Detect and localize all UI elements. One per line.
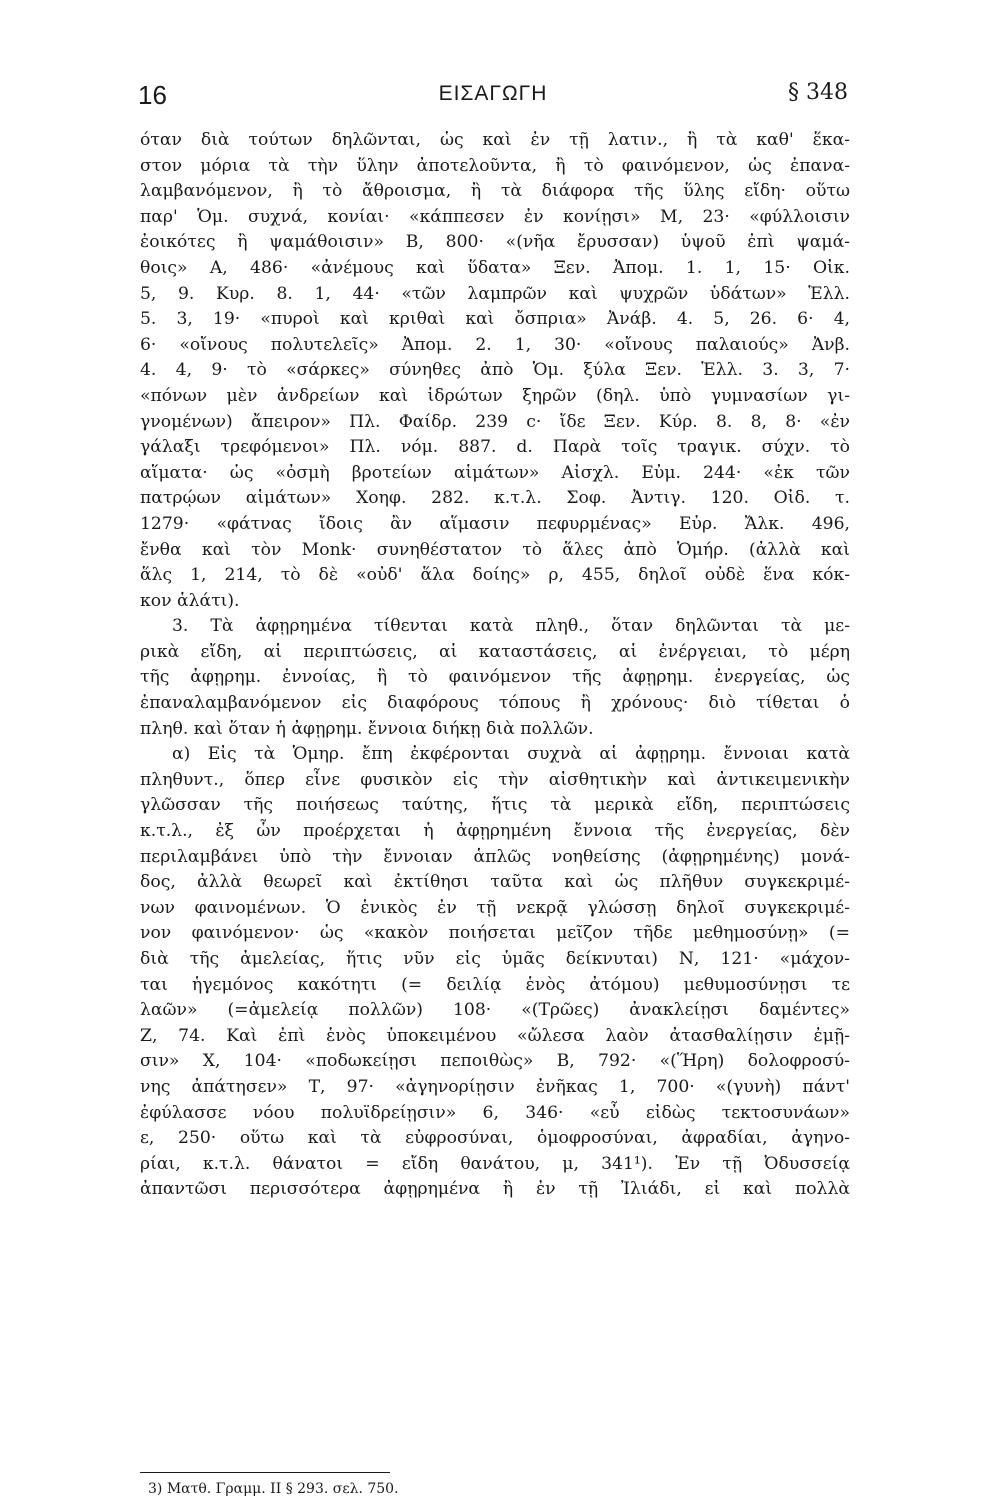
text-line: γνομένων) ἄπειρον» Πλ. Φαίδρ. 239 c· ἴδε Ξεν. Κύρ. 8. 8, 8· «ἐν [140, 411, 850, 432]
text-line: στον μόρια τὰ τὴν ὕλην ἀποτελοῦντα, ἢ τὸ φαινόμενον, ὡς ἐπανα- [140, 155, 850, 176]
text-line: λαῶν» (=ἀμελείᾳ πολλῶν) 108· «(Τρῶες) ἀνακλείῃσι δαμέντες» [140, 1000, 850, 1021]
page-number: 16 [138, 80, 167, 110]
text-line: λαμβανόμενον, ἢ τὸ ἄθροισμα, ἢ τὰ διάφορα τῆς ὕλης εἴδη· οὕτω [140, 181, 850, 202]
text-line: σιν» Χ, 104· «ποδωκείῃσι πεποιθὼς» Β, 792· «(Ἥρη) δολοφροσύ- [140, 1051, 850, 1072]
text-line: Ζ, 74. Καὶ ἐπὶ ἑνὸς ὑποκειμένου «ὤλεσα λαὸν ἀτασθαλίῃσιν ἐμῇ- [140, 1025, 850, 1046]
text-line: τῆς ἀφῃρημ. ἐννοίας, ἢ τὸ φαινόμενον τῆς ἀφῃρημ. ἐνεργείας, ὡς [140, 667, 850, 688]
text-line: γάλαξι τρεφόμενοι» Πλ. νόμ. 887. d. Παρὰ τοῖς τραγικ. σύχν. τὸ [140, 437, 850, 458]
text-line: παρ' Ὁμ. συχνά, κονίαι· «κάππεσεν ἐν κονίῃσι» Μ, 23· «φύλλοισιν [140, 206, 850, 227]
text-line: δος, ἀλλὰ θεωρεῖ καὶ ἐκτίθησι ταῦτα καὶ ὡς πλῆθυν συγκεκριμέ- [140, 872, 850, 893]
page-header [138, 80, 848, 120]
text-line: κ.τ.λ., ἐξ ὧν προέρχεται ἡ ἀφῃρημένη ἔννοια τῆς ἐνεργείας, δὲν [140, 821, 850, 842]
text-line: νων φαινομένων. Ὁ ἑνικὸς ἐν τῇ νεκρᾷ γλώσσῃ δηλοῖ συγκεκριμέ- [140, 897, 850, 918]
text-line: νον φαινόμενον· ὡς «κακὸν ποιήσεται μεῖζον τῆδε μεθημοσύνῃ» (= [140, 923, 850, 944]
text-line: ἐφύλασσε νόου πολυϊδρείῃσιν» 6, 346· «εὖ εἰδὼς τεκτοσυνάων» [140, 1102, 850, 1123]
text-line: όταν διὰ τούτων δηλῶνται, ὡς καὶ ἐν τῇ λατιν., ἢ τὰ καθ' ἕκα- [140, 130, 850, 150]
text-line: 5. 3, 19· «πυροὶ καὶ κριθαὶ καὶ ὄσπρια» Ἀνάβ. 4. 5, 26. 6· 4, [140, 309, 850, 330]
text-line: αἵματα· ὡς «ὀσμὴ βροτείων αἱμάτων» Αἰσχλ. Εὐμ. 244· «ἐκ τῶν [140, 462, 850, 483]
text-line: ἀπαντῶσι περισσότερα ἀφῃρημένα ἢ ἐν τῇ Ἰλιάδι, εἰ καὶ πολλὰ [140, 1179, 850, 1200]
text-line: πατρῴων αἱμάτων» Χοηφ. 282. κ.τ.λ. Σοφ. Ἀντιγ. 120. Οἰδ. τ. [140, 488, 850, 509]
main-text [140, 128, 850, 1203]
text-line: 3. Τὰ ἀφῃρημένα τίθενται κατὰ πληθ., ὅταν δηλῶνται τὰ με- [172, 616, 850, 637]
text-line: 5, 9. Κυρ. 8. 1, 44· «τῶν λαμπρῶν καὶ ψυχρῶν ὑδάτων» Ἑλλ. [140, 283, 850, 304]
text-line: ρίαι, κ.τ.λ. θάνατοι = εἴδη θανάτου, μ, 341¹). Ἐν τῇ Ὀδυσσείᾳ [140, 1153, 850, 1174]
text-line: περιλαμβάνει ὑπὸ τὴν ἔννοιαν ἁπλῶς νοηθείσης (ἀφῃρημένης) μονά- [140, 846, 850, 867]
text-line: ἐοικότες ἢ ψαμάθοισιν» Β, 800· «(νῆα ἔρυσσαν) ὑψοῦ ἐπὶ ψαμά- [140, 232, 850, 253]
text-line: 6· «οἴνους πολυτελεῖς» Ἀπομ. 2. 1, 30· «οἴνους παλαιούς» Ἀνβ. [140, 334, 850, 355]
text-line: ρικὰ εἴδη, αἱ περιπτώσεις, αἱ καταστάσεις, αἱ ἐνέργειαι, τὸ μέρη [140, 641, 850, 662]
text-line: διὰ τῆς ἀμελείας, ἥτις νῦν εἰς ὑμᾶς δείκνυται) Ν, 121· «μάχον- [140, 949, 850, 969]
text-line: ἐπαναλαμβανόμενον εἰς διαφόρους τόπους ἢ χρόνους· διὸ τίθεται ὁ [140, 693, 850, 714]
text-line: α) Εἰς τὰ Ὁμηρ. ἔπη ἐκφέρονται συχνὰ αἱ ἀφῃρημ. ἔννοιαι κατὰ [172, 744, 850, 765]
text-line: ε, 250· οὕτω καὶ τὰ εὐφροσύναι, ὁμοφροσύναι, ἀφραδίαι, ἀγηνο- [140, 1128, 850, 1149]
text-line: ἅλς 1, 214, τὸ δὲ «οὐδ' ἅλα δοίης» ρ, 455, δηλοῖ οὐδὲ ἕνα κόκ- [140, 565, 850, 586]
running-title: ΕΙΣΑΓΩΓΗ [438, 82, 548, 105]
text-line: πληθ. καὶ ὅταν ἡ ἀφῃρημ. ἔννοια διήκῃ διὰ πολλῶν. [140, 718, 594, 739]
text-line: κον ἁλάτι). [140, 590, 240, 611]
text-line: πληθυντ., ὅπερ εἶνε φυσικὸν εἰς τὴν αἰσθητικὴν καὶ ἀντικειμενικὴν [140, 769, 850, 790]
text-line: «πόνων μὲν ἀνδρείων καὶ ἱδρώτων ξηρῶν (δηλ. ὑπὸ γυμνασίων γι- [140, 385, 850, 406]
text-line: ται ἡγεμόνος κακότητι (= δειλίᾳ ἑνὸς ἀτόμου) μεθυμοσύνῃσι τε [140, 974, 850, 995]
text-line: θοις» Α, 486· «ἀνέμους καὶ ὕδατα» Ξεν. Ἀπομ. 1. 1, 15· Οἰκ. [140, 257, 850, 278]
text-line: νης ἀπάτησεν» Τ, 97· «ἀγηνορίῃσιν ἐνῆκας 1, 700· «(γυνὴ) πάντ' [140, 1076, 850, 1097]
text-line: γλῶσσαν τῆς ποιήσεως ταύτης, ἥτις τὰ μερικὰ εἴδη, περιπτώσεις [140, 795, 850, 816]
footnote: 3) Ματθ. Γραμμ. ΙΙ § 293. σελ. 750. [148, 1481, 399, 1497]
section-reference: § 348 [788, 80, 848, 105]
footnote-divider [140, 1472, 390, 1473]
text-line: 4. 4, 9· τὸ «σάρκες» σύνηθες ἀπὸ Ὁμ. ξύλα Ξεν. Ἑλλ. 3. 3, 7· [140, 360, 850, 381]
text-line: ἔνθα καὶ τὸν Monk· συνηθέστατον τὸ ἅλες ἀπὸ Ὁμήρ. (ἀλλὰ καὶ [140, 539, 850, 560]
text-line: 1279· «φάτνας ἴδοις ἂν αἵμασιν πεφυρμένας» Εὐρ. Ἄλκ. 496, [140, 513, 850, 534]
